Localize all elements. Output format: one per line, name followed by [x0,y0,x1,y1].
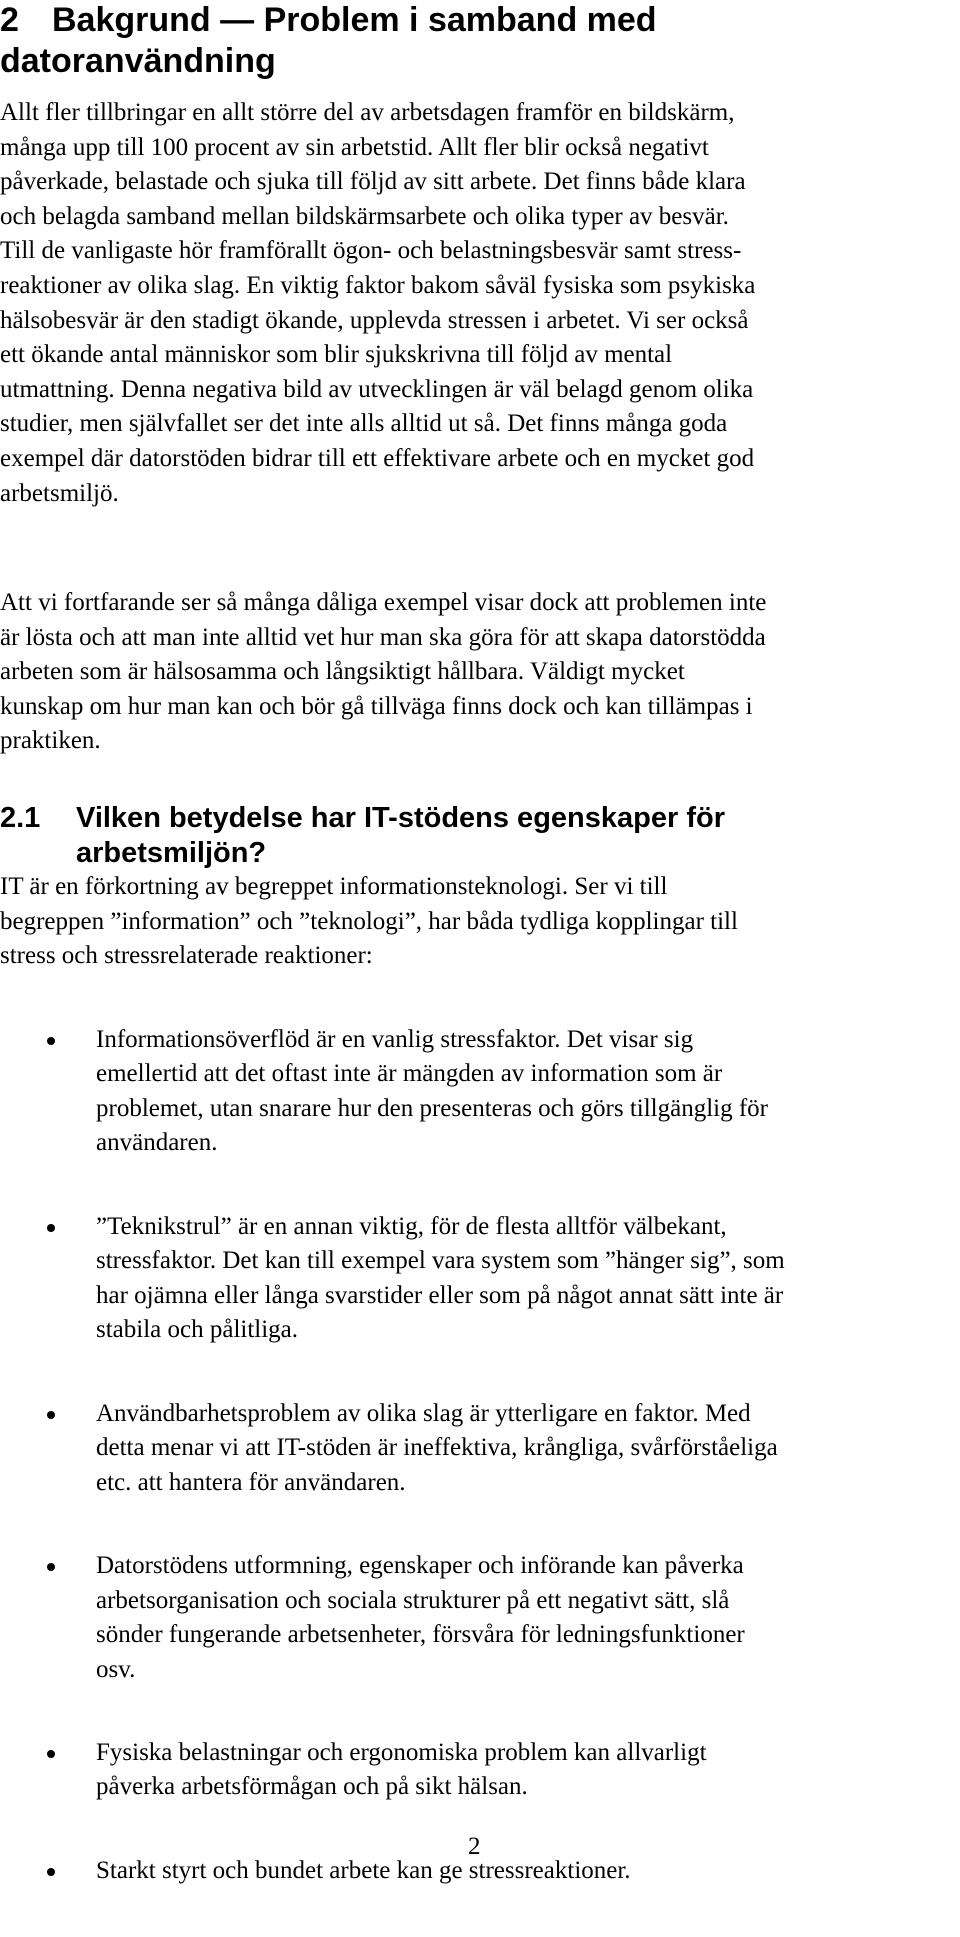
page-number: 2 [468,1833,481,1860]
section-number: 2 [0,1,19,39]
bullet-icon [47,1563,55,1571]
paragraph-problems: Att vi fortfarande ser så många dåliga exempel visar dock att problemen inte är lösta och att man inte alltid vet hur man ska göra för att skapa datorstödda arbeten som är hälsosamma och långsiktigt hållbara. Väldigt mycket kunskap om hur man kan och bör gå tillväga finns dock och kan tillämpas i praktiken. [0,589,767,755]
bullet-icon [47,1868,55,1876]
list-item-text: ”Teknikstrul” är en annan viktig, för de flesta alltför välbekant, stressfaktor. Det kan till exempel vara system som ”hänger sig”, som har ojämna eller långa svarstider eller som på något annat sätt inte är stabila och pålitliga. [96,1212,785,1344]
list-item [0,1210,955,1348]
paragraph-it-definition: IT är en förkortning av begreppet informationsteknologi. Ser vi till begreppen ”information” och ”teknologi”, har båda tydliga kopplingar till stress och stressrelaterade reaktioner: [0,873,738,970]
list-item [0,1736,955,1805]
list-item-text: Informationsöverflöd är en vanlig stressfaktor. Det visar sig emellertid att det oftast inte är mängden av information som är problemet, utan snarare hur den presenteras och görs tillgänglig för användaren. [96,1025,768,1157]
list-item [0,1549,955,1687]
paragraph-intro: Allt fler tillbringar en allt större del av arbetsdagen framför en bildskärm, många upp till 100 procent av sin arbetstid. Allt fler blir också negativt påverkade, belastade och sjuka till följd av sitt arbete. Det finns både klara och belagda samband mellan bildskärmsarbete och olika typer av besvär. Till de vanligaste hör framförallt ögon- och belastningsbesvär samt stress- reaktioner av olika slag. En viktig faktor bakom såväl fysiska som psykiska hälsobesvär är den stadigt ökande, upplevda stressen i arbetet. Vi ser också ett ökande antal människor som blir sjukskrivna till följd av mental utmattning. Denna negativa bild av utvecklingen är väl belagd genom olika studier, men självfallet ser det inte alls alltid ut så. Det finns många goda exempel där datorstöden bidrar till ett effektivare arbete och en mycket god arbetsmiljö. [0,99,756,507]
list-item-text: Starkt styrt och bundet arbete kan ge stressreaktioner. [96,1856,631,1884]
list-item-text: Datorstödens utformning, egenskaper och införande kan påverka arbetsorganisation och sociala strukturer på ett negativt sätt, slå sönder fungerande arbetsenheter, försvåra för ledningsfunktioner osv. [96,1551,745,1683]
bullet-icon [47,1224,55,1232]
subsection-heading [0,801,940,871]
bullet-icon [47,1750,55,1758]
bullet-icon [47,1037,55,1045]
list-item [0,1397,955,1501]
list-item-text: Användbarhetsproblem av olika slag är ytterligare en faktor. Med detta menar vi att IT-stöden är ineffektiva, krångliga, svårförståeliga etc. att hantera för användaren. [96,1399,778,1496]
section-title: Bakgrund — Problem i samband med datoranvändning [0,1,657,80]
section-heading [0,0,940,82]
bullet-icon [47,1411,55,1419]
list-item [0,1023,955,1161]
stress-factor-list [0,988,955,1937]
list-item-text: Fysiska belastningar och ergonomiska problem kan allvarligt påverka arbetsförmågan och på sikt hälsan. [96,1738,707,1801]
subsection-title: Vilken betydelse har IT-stödens egenskaper för arbetsmiljön? [76,802,725,869]
subsection-number: 2.1 [0,802,41,834]
